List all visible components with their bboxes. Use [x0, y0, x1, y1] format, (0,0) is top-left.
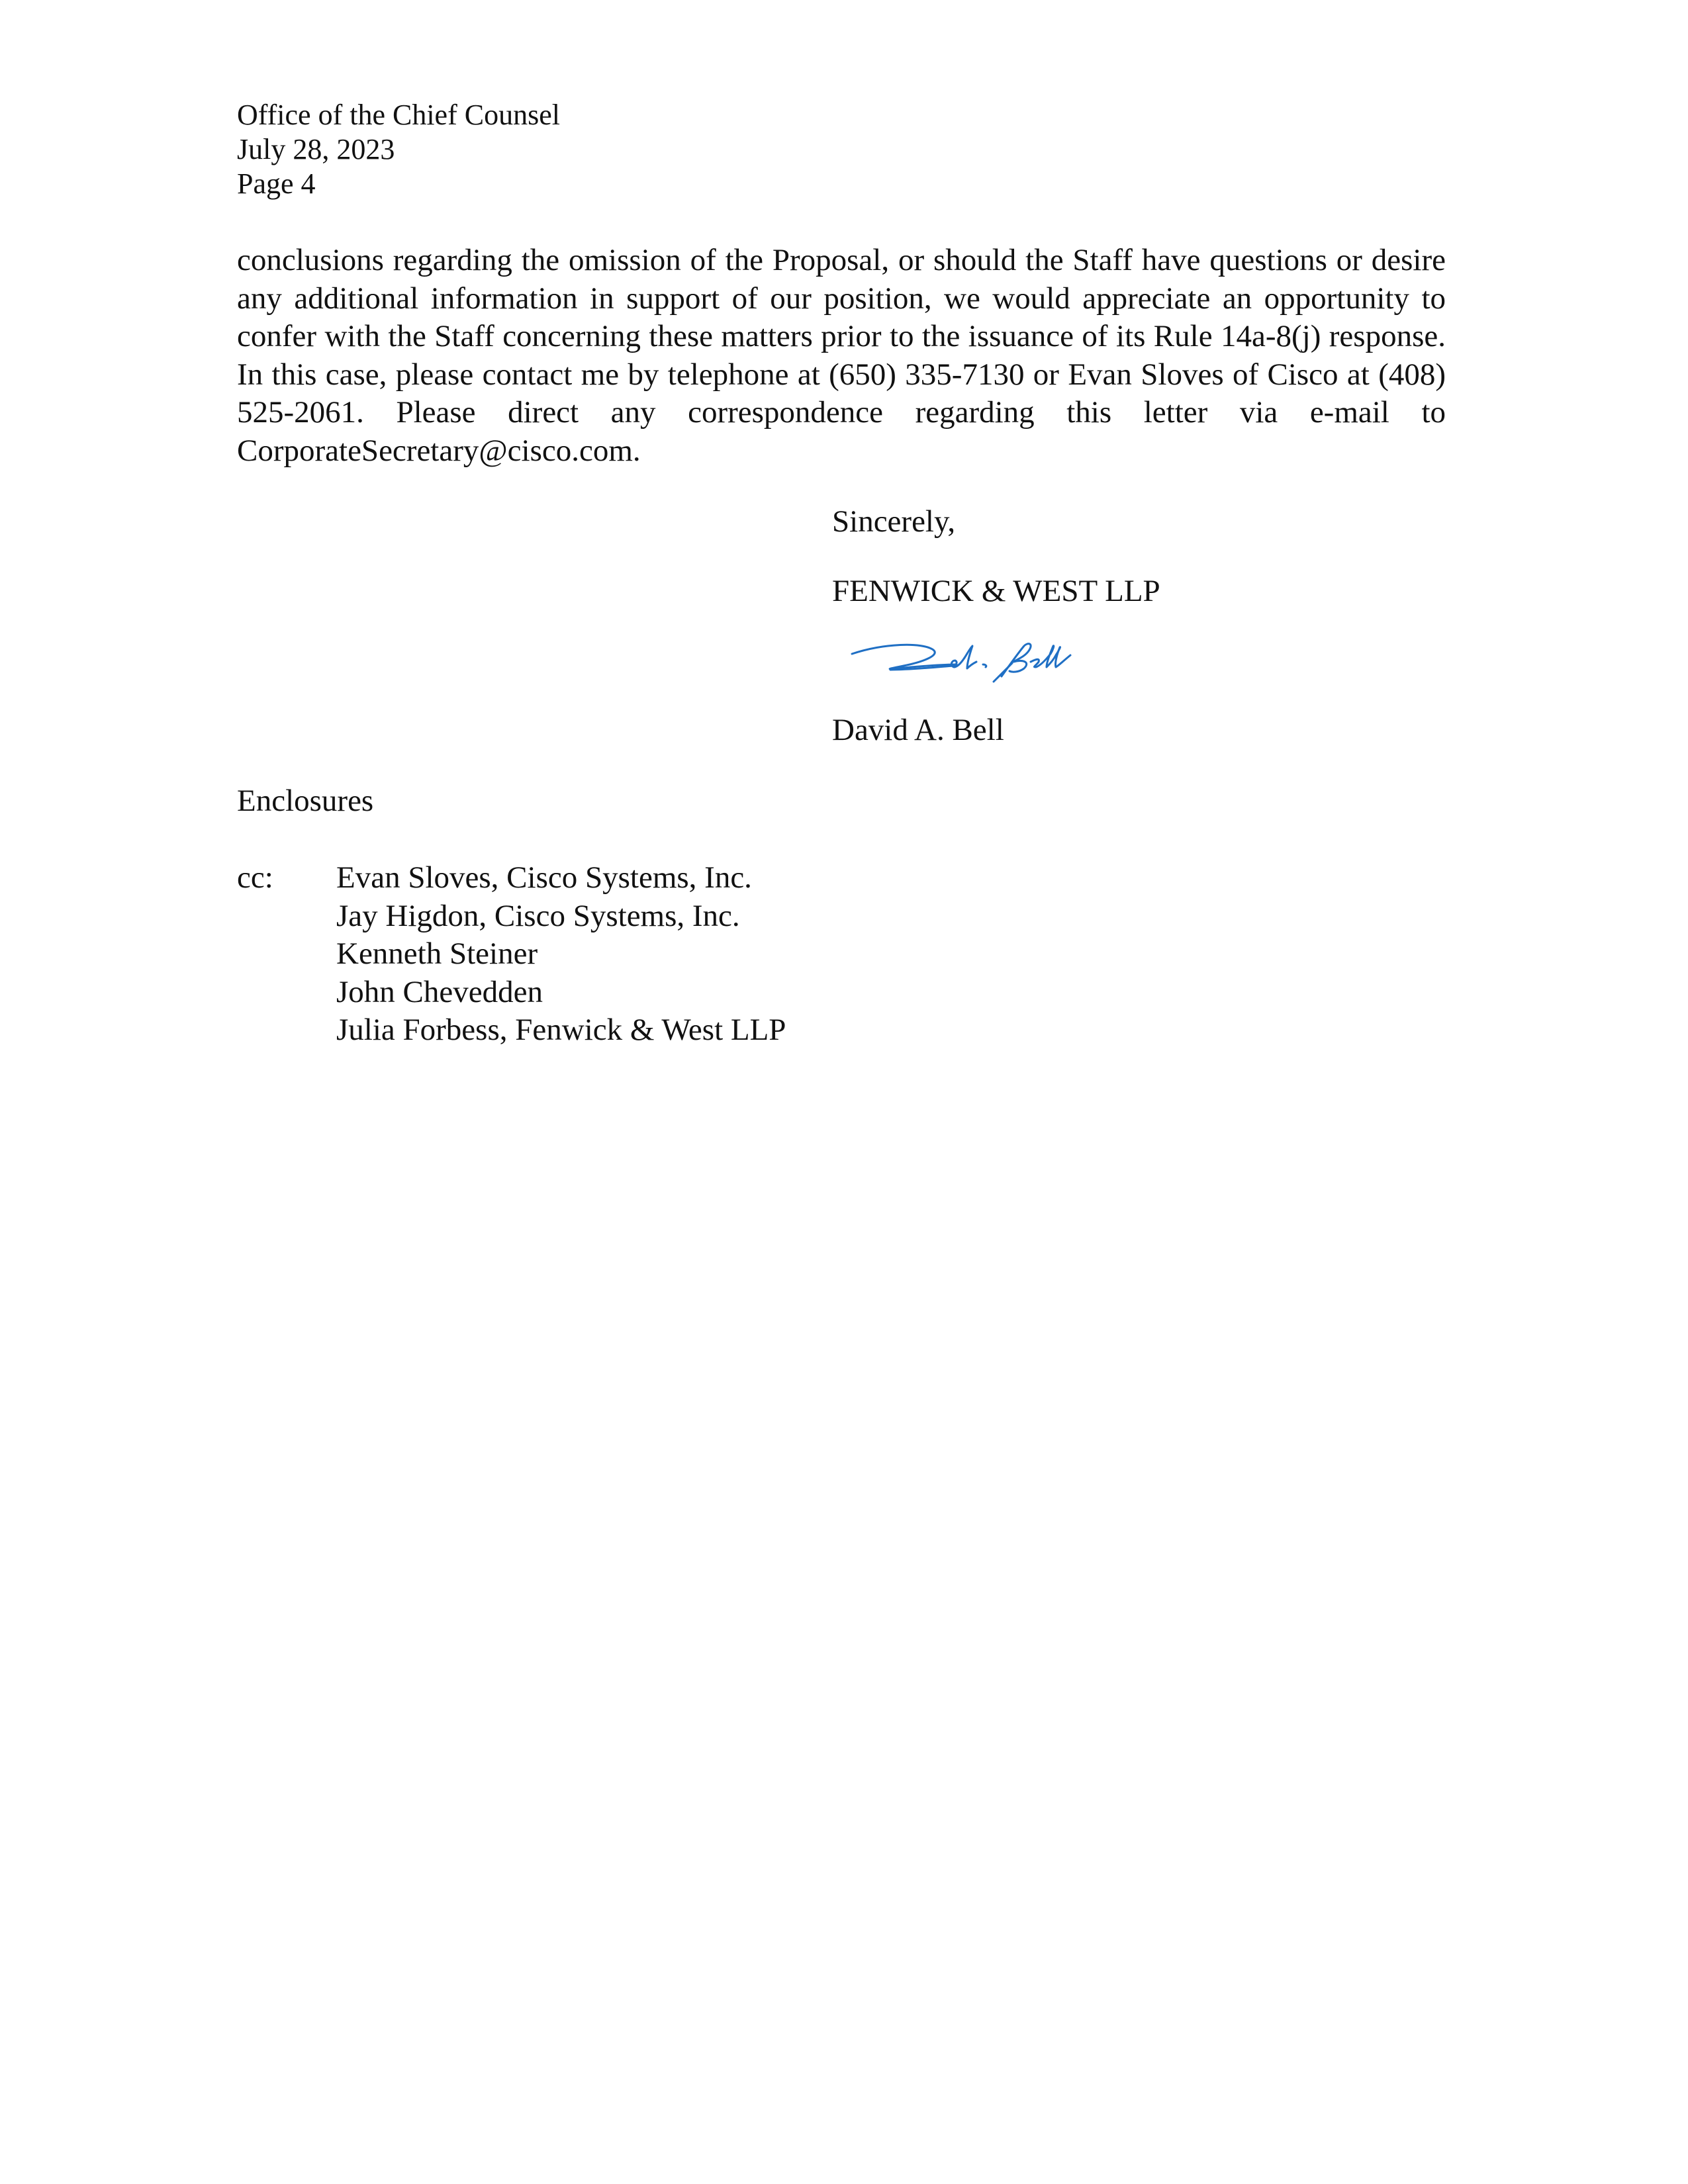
body-paragraph: conclusions regarding the omission of the Proposal, or should the Staff have questions or desire any additional information in support of our position, we would appreciate an opportunity to confer with the Staff concerning these matters prior to the issuance of its Rule 14a-8(j) response. In this case, please contact me by telephone at (650) 335-7130 or Evan Sloves of Cisco at (408) 525-2061. Please direct any correspondence regarding this letter via e-mail to CorporateSecretary@cisco.com.: [237, 243, 1446, 468]
enclosures-label: Enclosures: [237, 784, 374, 818]
cc-recipient: Evan Sloves, Cisco Systems, Inc.: [336, 860, 752, 895]
cc-recipient-list: [336, 859, 786, 1050]
firm-name: FENWICK & WEST LLP: [832, 574, 1160, 608]
header-date: July 28, 2023: [237, 133, 395, 165]
page-header: [237, 98, 560, 201]
signer-name: David A. Bell: [832, 713, 1004, 747]
closing-salutation: Sincerely,: [832, 504, 956, 539]
header-recipient-office: Office of the Chief Counsel: [237, 99, 560, 131]
handwritten-signature: [844, 635, 1092, 705]
cc-recipient: Kenneth Steiner: [336, 936, 538, 971]
header-page-number: Page 4: [237, 167, 316, 200]
cc-recipient: Jay Higdon, Cisco Systems, Inc.: [336, 898, 740, 933]
cc-recipient: Julia Forbess, Fenwick & West LLP: [336, 1013, 786, 1047]
cc-recipient: John Chevedden: [336, 974, 543, 1009]
cc-label: cc:: [237, 860, 273, 895]
